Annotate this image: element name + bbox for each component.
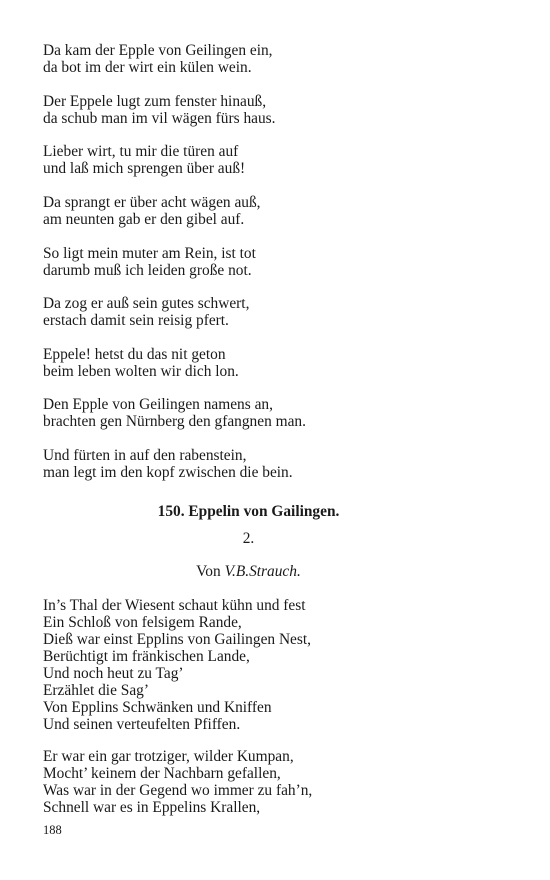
verse-line: Und noch heut zu Tag’ xyxy=(43,665,184,682)
stanza-1 xyxy=(43,42,523,76)
verse-line: Eppele! hetst du das nit geton xyxy=(43,346,226,363)
verse-line: da bot im der wirt ein külen wein. xyxy=(43,59,252,76)
verse-line: beim leben wolten wir dich lon. xyxy=(43,363,239,380)
verse-line: Und fürten in auf den rabenstein, xyxy=(43,447,247,464)
stanza-5 xyxy=(43,245,523,279)
stanza-6 xyxy=(43,295,523,329)
verse-line: Der Eppele lugt zum fenster hinauß, xyxy=(43,93,267,110)
verse-line: Da kam der Epple von Geilingen ein, xyxy=(43,42,273,59)
author-name: V.B.Strauch. xyxy=(224,563,301,580)
verse-line: Von Epplins Schwänken und Kniffen xyxy=(43,699,272,716)
author-prefix: Von xyxy=(196,563,221,580)
stanza-11 xyxy=(43,748,523,816)
verse-line: Er war ein gar trotziger, wilder Kumpan, xyxy=(43,748,294,765)
stanza-4 xyxy=(43,194,523,228)
verse-line: So ligt mein muter am Rein, ist tot xyxy=(43,245,256,262)
verse-line: In’s Thal der Wiesent schaut kühn und fest xyxy=(43,597,306,614)
page-number: 188 xyxy=(43,823,62,837)
verse-line: darumb muß ich leiden große not. xyxy=(43,262,252,279)
verse-line: erstach damit sein reisig pfert. xyxy=(43,312,229,329)
verse-line: Ein Schloß von felsigem Rande, xyxy=(43,614,242,631)
verse-line: Da sprangt er über acht wägen auß, xyxy=(43,194,261,211)
author-line xyxy=(0,563,497,581)
stanza-7 xyxy=(43,346,523,380)
poem-heading: 150. Eppelin von Gailingen. xyxy=(157,503,340,520)
stanza-3 xyxy=(43,143,523,177)
verse-line: Lieber wirt, tu mir die türen auf xyxy=(43,143,239,160)
verse-line: Und seinen verteufelten Pfiffen. xyxy=(43,716,241,733)
verse-line: und laß mich sprengen über auß! xyxy=(43,160,246,177)
verse-line: da schub man im vil wägen fürs haus. xyxy=(43,110,276,127)
verse-line: Berüchtigt im fränkischen Lande, xyxy=(43,648,250,665)
verse-line: Erzählet die Sag’ xyxy=(43,682,149,699)
stanza-9 xyxy=(43,447,523,481)
verse-line: man legt im den kopf zwischen die bein. xyxy=(43,464,293,481)
verse-line: Schnell war es in Eppelins Krallen, xyxy=(43,799,261,816)
stanza-8 xyxy=(43,396,523,430)
verse-line: brachten gen Nürnberg den gfangnen man. xyxy=(43,413,306,430)
verse-line: am neunten gab er den gibel auf. xyxy=(43,211,245,228)
verse-line: Was war in der Gegend wo immer zu fah’n, xyxy=(43,782,313,799)
verse-line: Den Epple von Geilingen namens an, xyxy=(43,396,273,413)
verse-line: Da zog er auß sein gutes schwert, xyxy=(43,295,250,312)
verse-line: Mocht’ keinem der Nachbarn gefallen, xyxy=(43,765,281,782)
verse-line: Dieß war einst Epplins von Gailingen Nest, xyxy=(43,631,312,648)
poem-subnumber: 2. xyxy=(242,530,255,547)
stanza-2 xyxy=(43,93,523,127)
stanza-10 xyxy=(43,597,523,733)
